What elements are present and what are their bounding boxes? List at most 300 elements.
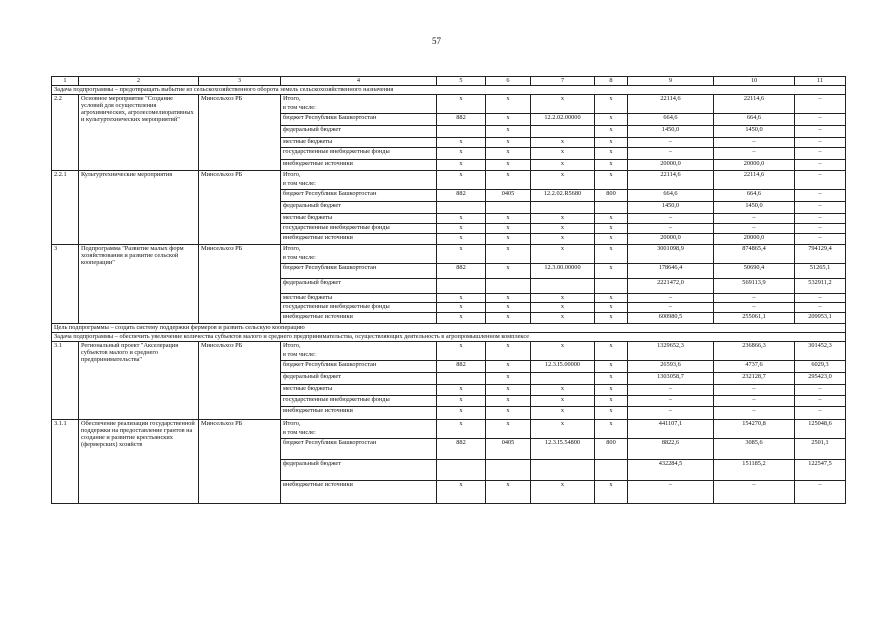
executor: Минсельхоз РБ (199, 171, 281, 245)
value-cell (531, 373, 595, 385)
task-row (52, 86, 846, 95)
value-cell: 600980,5 (628, 313, 714, 324)
executor: Минсельхоз РБ (199, 95, 281, 171)
row-number: 3.1 (52, 342, 79, 420)
source-cell: федеральный бюджет (281, 279, 437, 294)
value-cell (595, 351, 628, 361)
value-cell: х (486, 373, 531, 385)
value-cell: 569113,9 (714, 279, 795, 294)
value-cell: х (595, 171, 628, 181)
value-cell: х (437, 95, 486, 105)
value-cell: х (486, 148, 531, 160)
section-text: Цель подпрограммы – создать систему поддержки фермеров и развить сельскую кооперацию (52, 324, 846, 333)
value-cell: х (531, 407, 595, 420)
value-cell: 12.3.00.00000 (531, 264, 595, 279)
value-cell: 2501,1 (795, 439, 846, 460)
program-name: Подпрограмма "Развитие малых форм хозяйствования и развитие сельской кооперации" (79, 245, 199, 324)
value-cell: х (595, 148, 628, 160)
value-cell (486, 202, 531, 214)
value-cell: х (486, 303, 531, 313)
value-cell (795, 180, 846, 190)
value-cell: 20000,0 (628, 160, 714, 171)
value-cell: 1450,0 (628, 202, 714, 214)
value-cell: – (795, 234, 846, 245)
value-cell: 3085,6 (714, 439, 795, 460)
value-cell (531, 254, 595, 264)
section-text: Задача подпрограммы – обеспечить увеличение количества субъектов малого и среднего предпринимательства, осуществляющих деятельность в агропромышленном комплексе (52, 333, 846, 342)
value-cell: – (795, 303, 846, 313)
header-cell: 9 (628, 77, 714, 86)
value-cell: х (437, 481, 486, 504)
value-cell (795, 351, 846, 361)
value-cell (531, 279, 595, 294)
value-cell: х (531, 481, 595, 504)
table-row (52, 171, 846, 181)
source-cell: бюджет Республики Башкортостан (281, 439, 437, 460)
source-cell: Итого, (281, 95, 437, 105)
value-cell (486, 460, 531, 481)
value-cell: 232128,7 (714, 373, 795, 385)
table-row (52, 420, 846, 430)
value-cell: – (795, 114, 846, 126)
value-cell (531, 126, 595, 138)
value-cell: – (714, 385, 795, 396)
value-cell: – (795, 224, 846, 234)
value-cell: 26593,6 (628, 361, 714, 373)
table-row (52, 95, 846, 105)
value-cell: х (486, 171, 531, 181)
value-cell: х (486, 407, 531, 420)
value-cell (628, 254, 714, 264)
source-cell: федеральный бюджет (281, 126, 437, 138)
value-cell: 1303058,7 (628, 373, 714, 385)
value-cell: х (595, 294, 628, 303)
table-row (52, 342, 846, 352)
value-cell (595, 279, 628, 294)
value-cell: х (595, 126, 628, 138)
value-cell: – (628, 294, 714, 303)
value-cell (437, 279, 486, 294)
source-cell: внебюджетные источники (281, 234, 437, 245)
source-cell: в том числе: (281, 429, 437, 439)
value-cell: – (795, 407, 846, 420)
row-number: 2.2 (52, 95, 79, 171)
source-cell: государственные внебюджетные фонды (281, 148, 437, 160)
source-cell: местные бюджеты (281, 138, 437, 148)
value-cell: х (437, 245, 486, 255)
value-cell: х (531, 148, 595, 160)
value-cell: х (595, 373, 628, 385)
value-cell: х (437, 407, 486, 420)
value-cell: х (595, 385, 628, 396)
value-cell: 122547,5 (795, 460, 846, 481)
section-row (52, 333, 846, 342)
value-cell: х (531, 245, 595, 255)
value-cell (486, 351, 531, 361)
value-cell (795, 254, 846, 264)
source-cell: федеральный бюджет (281, 202, 437, 214)
value-cell (486, 254, 531, 264)
value-cell: 178646,4 (628, 264, 714, 279)
value-cell: – (795, 171, 846, 181)
value-cell: х (595, 313, 628, 324)
value-cell: 22114,6 (628, 171, 714, 181)
value-cell: 20000,0 (628, 234, 714, 245)
value-cell: х (595, 264, 628, 279)
value-cell: 1450,0 (714, 126, 795, 138)
value-cell: х (531, 138, 595, 148)
source-cell: федеральный бюджет (281, 460, 437, 481)
value-cell: 301452,3 (795, 342, 846, 352)
value-cell: 882 (437, 264, 486, 279)
value-cell: 664,6 (628, 190, 714, 202)
source-cell: бюджет Республики Башкортостан (281, 190, 437, 202)
value-cell (795, 104, 846, 114)
value-cell (531, 104, 595, 114)
value-cell: 22114,6 (714, 171, 795, 181)
value-cell (714, 104, 795, 114)
value-cell: х (595, 303, 628, 313)
value-cell: х (437, 214, 486, 224)
value-cell: 874865,4 (714, 245, 795, 255)
value-cell: 664,6 (628, 114, 714, 126)
value-cell (486, 180, 531, 190)
value-cell: – (795, 148, 846, 160)
value-cell: – (795, 396, 846, 407)
value-cell: – (628, 138, 714, 148)
value-cell: х (486, 160, 531, 171)
value-cell: 151185,2 (714, 460, 795, 481)
value-cell: х (595, 481, 628, 504)
value-cell: х (595, 420, 628, 430)
source-cell: бюджет Республики Башкортостан (281, 361, 437, 373)
value-cell: х (437, 303, 486, 313)
value-cell (437, 202, 486, 214)
value-cell: 800 (595, 439, 628, 460)
value-cell: х (437, 160, 486, 171)
source-cell: государственные внебюджетные фонды (281, 224, 437, 234)
value-cell: – (714, 214, 795, 224)
value-cell (714, 180, 795, 190)
value-cell: 882 (437, 114, 486, 126)
value-cell (595, 202, 628, 214)
value-cell (486, 279, 531, 294)
value-cell: х (437, 294, 486, 303)
value-cell: – (714, 148, 795, 160)
value-cell: х (437, 234, 486, 245)
executor: Минсельхоз РБ (199, 342, 281, 420)
value-cell: х (437, 396, 486, 407)
header-cell: 5 (437, 77, 486, 86)
source-cell: в том числе: (281, 351, 437, 361)
value-cell: х (486, 313, 531, 324)
header-cell: 6 (486, 77, 531, 86)
value-cell: 20000,0 (714, 160, 795, 171)
value-cell: х (437, 224, 486, 234)
value-cell: х (595, 245, 628, 255)
value-cell: х (486, 126, 531, 138)
value-cell: х (531, 171, 595, 181)
value-cell: 4737,6 (714, 361, 795, 373)
value-cell: 532911,2 (795, 279, 846, 294)
header-cell: 10 (714, 77, 795, 86)
value-cell: х (437, 420, 486, 430)
value-cell: х (486, 342, 531, 352)
value-cell: – (795, 138, 846, 148)
executor: Минсельхоз РБ (199, 245, 281, 324)
source-cell: местные бюджеты (281, 294, 437, 303)
row-number: 2.2.1 (52, 171, 79, 245)
program-name: Культуртехнические мероприятия (79, 171, 199, 245)
value-cell: х (531, 303, 595, 313)
value-cell: х (595, 396, 628, 407)
value-cell: х (437, 138, 486, 148)
source-cell: Итого, (281, 342, 437, 352)
value-cell: х (531, 420, 595, 430)
task-text: Задача подпрограммы – предотвращать выбытие из сельскохозяйственного оборота земель сельскохозяйственного назначения (52, 86, 846, 95)
source-cell: Итого, (281, 245, 437, 255)
page-number: 57 (432, 36, 441, 46)
value-cell (595, 104, 628, 114)
value-cell: 441107,1 (628, 420, 714, 430)
value-cell: 1329652,3 (628, 342, 714, 352)
value-cell: х (437, 148, 486, 160)
value-cell: – (795, 294, 846, 303)
row-number: 3 (52, 245, 79, 324)
value-cell: – (714, 138, 795, 148)
value-cell: х (595, 138, 628, 148)
value-cell: – (795, 95, 846, 105)
value-cell: х (437, 313, 486, 324)
value-cell: х (531, 234, 595, 245)
value-cell: 432284,5 (628, 460, 714, 481)
value-cell (531, 460, 595, 481)
value-cell (531, 351, 595, 361)
value-cell: х (531, 95, 595, 105)
value-cell: – (628, 148, 714, 160)
program-name: Обеспечение реализации государственной поддержки на предоставление грантов на создание и развитие крестьянских (фермерских) хозяйств (79, 420, 199, 504)
value-cell: 12.3.I5.54800 (531, 439, 595, 460)
value-cell: х (437, 171, 486, 181)
value-cell: х (437, 385, 486, 396)
value-cell: 1450,0 (628, 126, 714, 138)
source-cell: внебюджетные источники (281, 481, 437, 504)
value-cell (437, 180, 486, 190)
source-cell: местные бюджеты (281, 214, 437, 224)
value-cell: 800 (595, 190, 628, 202)
value-cell (714, 429, 795, 439)
value-cell (595, 254, 628, 264)
value-cell (595, 429, 628, 439)
program-name: Основное мероприятие "Создание условий для осуществления агрохимических, агролесомелиоративных и культуртехнических мероприятий" (79, 95, 199, 171)
row-number: 3.1.1 (52, 420, 79, 504)
value-cell: 1450,0 (714, 202, 795, 214)
executor: Минсельхоз РБ (199, 420, 281, 504)
value-cell: х (595, 95, 628, 105)
value-cell: х (531, 313, 595, 324)
section-row (52, 324, 846, 333)
value-cell (437, 254, 486, 264)
value-cell: х (486, 264, 531, 279)
value-cell: х (595, 224, 628, 234)
value-cell: – (714, 396, 795, 407)
value-cell: х (486, 385, 531, 396)
value-cell (437, 351, 486, 361)
value-cell: х (595, 361, 628, 373)
value-cell: 125048,6 (795, 420, 846, 430)
value-cell: х (486, 361, 531, 373)
value-cell: 50690,4 (714, 264, 795, 279)
value-cell: х (595, 114, 628, 126)
source-cell: внебюджетные источники (281, 313, 437, 324)
value-cell: х (595, 407, 628, 420)
value-cell (437, 460, 486, 481)
value-cell (531, 429, 595, 439)
value-cell: х (531, 396, 595, 407)
header-cell: 8 (595, 77, 628, 86)
value-cell: – (628, 303, 714, 313)
value-cell: 20000,0 (714, 234, 795, 245)
value-cell: х (531, 214, 595, 224)
value-cell (486, 104, 531, 114)
header-row (52, 77, 846, 86)
value-cell: х (595, 214, 628, 224)
value-cell: 12.2.02.00000 (531, 114, 595, 126)
source-cell: внебюджетные источники (281, 407, 437, 420)
value-cell: х (531, 294, 595, 303)
value-cell: 22114,6 (628, 95, 714, 105)
value-cell (486, 429, 531, 439)
value-cell (628, 351, 714, 361)
value-cell: 664,6 (714, 190, 795, 202)
value-cell: х (486, 214, 531, 224)
value-cell (437, 126, 486, 138)
value-cell: 236866,3 (714, 342, 795, 352)
table-row (52, 245, 846, 255)
value-cell: х (531, 385, 595, 396)
value-cell: – (795, 385, 846, 396)
value-cell: 0405 (486, 439, 531, 460)
header-cell: 11 (795, 77, 846, 86)
value-cell: х (486, 224, 531, 234)
value-cell: – (795, 481, 846, 504)
value-cell: 2221472,0 (628, 279, 714, 294)
value-cell: – (628, 385, 714, 396)
value-cell: – (714, 407, 795, 420)
value-cell: – (795, 202, 846, 214)
value-cell: – (628, 407, 714, 420)
header-cell: 1 (52, 77, 79, 86)
value-cell: х (486, 234, 531, 245)
value-cell (628, 180, 714, 190)
value-cell (531, 202, 595, 214)
value-cell: 154270,8 (714, 420, 795, 430)
value-cell: 664,6 (714, 114, 795, 126)
value-cell: – (628, 224, 714, 234)
value-cell: х (531, 224, 595, 234)
value-cell: х (486, 114, 531, 126)
header-cell: 4 (281, 77, 437, 86)
value-cell (795, 429, 846, 439)
source-cell: государственные внебюджетные фонды (281, 396, 437, 407)
value-cell: 22114,6 (714, 95, 795, 105)
value-cell: х (486, 481, 531, 504)
value-cell: х (486, 396, 531, 407)
value-cell: 209953,1 (795, 313, 846, 324)
value-cell: – (795, 126, 846, 138)
header-cell: 7 (531, 77, 595, 86)
value-cell: х (486, 138, 531, 148)
value-cell: – (714, 294, 795, 303)
value-cell: – (714, 224, 795, 234)
source-cell: бюджет Республики Башкортостан (281, 264, 437, 279)
budget-table (51, 76, 846, 504)
source-cell: в том числе: (281, 254, 437, 264)
value-cell: х (531, 342, 595, 352)
value-cell: – (795, 214, 846, 224)
value-cell: х (486, 294, 531, 303)
value-cell: 12.3.I5.00000 (531, 361, 595, 373)
value-cell (714, 254, 795, 264)
source-cell: местные бюджеты (281, 385, 437, 396)
source-cell: в том числе: (281, 104, 437, 114)
value-cell (628, 429, 714, 439)
value-cell: 0405 (486, 190, 531, 202)
source-cell: бюджет Республики Башкортостан (281, 114, 437, 126)
value-cell: 794129,4 (795, 245, 846, 255)
value-cell: – (628, 481, 714, 504)
source-cell: внебюджетные источники (281, 160, 437, 171)
value-cell: – (795, 160, 846, 171)
value-cell (437, 104, 486, 114)
source-cell: в том числе: (281, 180, 437, 190)
value-cell: х (595, 342, 628, 352)
value-cell (437, 373, 486, 385)
value-cell: х (595, 160, 628, 171)
program-name: Региональный проект "Акселерация субъектов малого и среднего предпринимательства" (79, 342, 199, 420)
value-cell: 882 (437, 190, 486, 202)
source-cell: государственные внебюджетные фонды (281, 303, 437, 313)
value-cell: х (486, 420, 531, 430)
value-cell: 8822,6 (628, 439, 714, 460)
source-cell: Итого, (281, 420, 437, 430)
value-cell: – (714, 303, 795, 313)
value-cell: х (486, 95, 531, 105)
value-cell (595, 460, 628, 481)
value-cell (531, 180, 595, 190)
source-cell: федеральный бюджет (281, 373, 437, 385)
value-cell (595, 180, 628, 190)
source-cell: Итого, (281, 171, 437, 181)
header-cell: 2 (79, 77, 199, 86)
value-cell: – (795, 190, 846, 202)
value-cell: – (714, 481, 795, 504)
value-cell: 882 (437, 361, 486, 373)
value-cell: х (486, 245, 531, 255)
value-cell: 12.2.02.R5680 (531, 190, 595, 202)
value-cell (437, 429, 486, 439)
value-cell: 51265,1 (795, 264, 846, 279)
value-cell: х (595, 234, 628, 245)
value-cell: 3001098,9 (628, 245, 714, 255)
value-cell: х (531, 160, 595, 171)
value-cell: – (628, 214, 714, 224)
value-cell: 255061,1 (714, 313, 795, 324)
value-cell: х (437, 342, 486, 352)
value-cell: 882 (437, 439, 486, 460)
value-cell: – (628, 396, 714, 407)
header-cell: 3 (199, 77, 281, 86)
